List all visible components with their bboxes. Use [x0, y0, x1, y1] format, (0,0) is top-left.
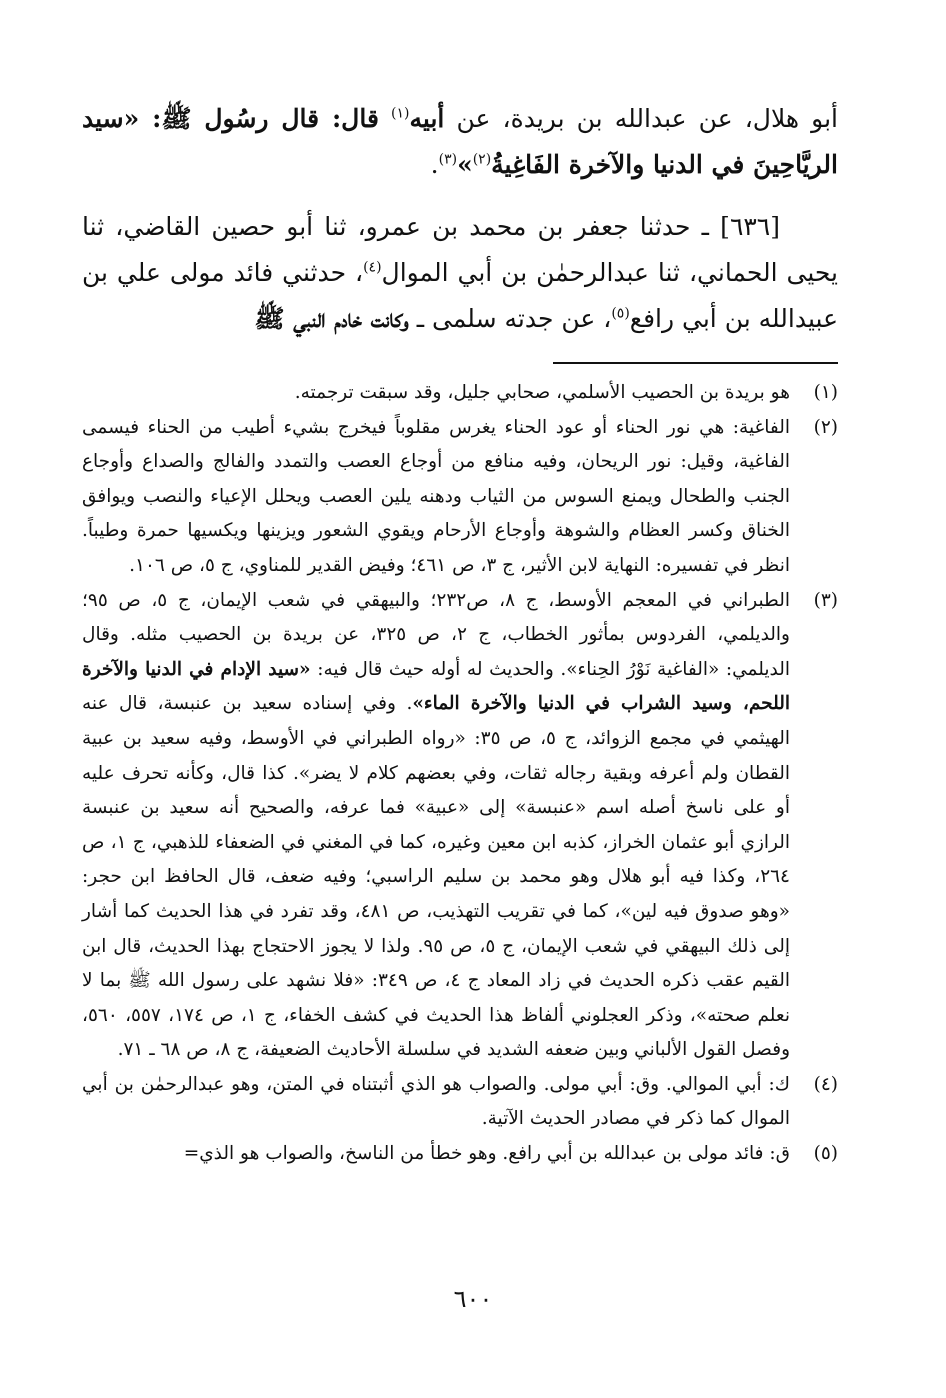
- footnote-text: هو بريدة بن الحصيب الأسلمي، صحابي جليل، وقد سبقت ترجمته.: [294, 382, 790, 403]
- footnote-text: ك: أبي الموالي. وق: أبي مولى. والصواب هو الذي أثبتناه في المتن، وهو عبدالرحمٰن بن أبي الموال كما ذكر في مصادر الحديث الآتية.: [82, 1073, 790, 1130]
- footnotes: [82, 376, 838, 1172]
- bold-segment: أبيه: [409, 104, 445, 133]
- hadith-close-quote: »: [457, 150, 473, 179]
- footnote-text-part: الطبراني في المعجم الأوسط، ج ٨، ص٢٣٢؛ والبيهقي في شعب الإيمان، ج ٥، ص ٩٥؛ والديلمي، الفردوس بمأثور الخطاب، ج ٢، ص ٣٢٥، عن بريدة بن الحصيب مثله. وقال الديلمي: «الفاغية نَوْرُ الحِناء». والحديث له أوله حيث قال فيه:: [82, 589, 791, 680]
- text-segment: ، عن جدته سلمى ـ: [408, 304, 612, 333]
- main-text: [82, 96, 838, 342]
- footnote-3: [82, 584, 838, 1068]
- footnote-1: [82, 376, 838, 411]
- text-segment: ـ حدثنا جعفر بن محمد بن عمرو، ثنا أبو حصين القاضي، ثنا يحيى الحماني، ثنا عبدالرحمٰن بن أبي الموال: [82, 212, 838, 287]
- footnote-text: [82, 584, 790, 1068]
- footnote-ref-2: (٢): [472, 151, 492, 168]
- footnote-ref-4: (٤): [363, 259, 382, 276]
- footnote-separator: [553, 362, 838, 364]
- footnote-ref-3: (٣): [438, 151, 458, 168]
- bold-segment: وكانت خادم النبي ﷺ: [254, 304, 409, 333]
- footnote-number: (٥): [813, 1143, 838, 1165]
- footnote-ref-1: (١): [391, 105, 410, 122]
- footnote-number: (١): [813, 382, 838, 403]
- hadith-number: [٦٣٦]: [720, 212, 780, 241]
- footnote-text: الفاغية: هي نور الحناء أو عود الحناء يغرس مقلوباً فيخرج بشيء أطيب من الحناء فيسمى الفاغية، وقيل: نور الريحان، وفيه منافع من أوجاع العصب والتمدد والفالج والصداع وأوجاع الجنب والطحال ويمنع السوس من الثياب ودهنه يلين العصب ويحلل الإعياء والنصب ويوافق الخناق وكسر العظام والشوهة وأوجاع الأرحام ويقوي الشعور ويزينها ويكسيها حمرة وطيباً. انظر في تفسيره: النهاية لابن الأثير، ج ٣، ص ٤٦١؛ وفيض القدير للمناوي، ج ٥، ص ١٠٦.: [82, 416, 790, 576]
- main-paragraph-2: [82, 204, 838, 342]
- text-segment: [379, 104, 391, 133]
- footnote-ref-5: (٥): [611, 305, 630, 322]
- footnote-2: [82, 411, 838, 584]
- footnote-text-part: . وفي إسناده سعيد بن عنبسة، قال عنه الهيثمي في مجمع الزوائد، ج ٥، ص ٣٥: «رواه الطبراني في الأوسط، وفيه سعيد بن عبية القطان ولم أعرفه وبقية رجاله ثقات، وفي بعضهم كلام لا يضر». كذا قال، وكأنه تحرف عليه أو على ناسخ أصله اسم «عنبسة» إلى «عبية» فما عرفه، والصحيح أنه سعيد بن عنبسة الرازي أبو عثمان الخراز، كذبه ابن معين وغيره، كما في المغني في الضعفاء للذهبي، ج ١، ص ٢٦٤، وكذا فيه أبو هلال وهو محمد بن سليم الراسبي؛ وفيه ضعف، قال الحافظ ابن حجر: «وهو صدوق فيه لين»، كما في تقريب التهذيب، ص ٤٨١، وقد تفرد في هذا الحديث كما أشار إلى ذلك البيهقي في شعب الإيمان، ج ٥، ص ٩٥. ولذا لا يجوز الاحتجاج بهذا الحديث، قال ابن القيم عقب ذكره الحديث في زاد المعاد ج ٤، ص ٣٤٩: «فلا نشهد على رسول الله ﷺ بما لا نعلم صحته»، وذكر العجلوني ألفاظ هذا الحديث في كشف الخفاء، ج ١، ص ١٧٤، ٥٥٧، ٥٦٠، وفصل القول الألباني وبين ضعفه الشديد في سلسلة الأحاديث الضعيفة، ج ٨، ص ٦٨ ـ ٧١.: [82, 693, 790, 1061]
- footnote-number: (٢): [813, 416, 838, 438]
- text-segment: ، حدثني فائد مولى علي بن عبيدالله بن أبي رافع: [82, 258, 838, 333]
- main-paragraph-1: [82, 96, 838, 188]
- footnote-5: [82, 1137, 838, 1172]
- footnote-bold-quote: «سيد الإدام في الدنيا والآخرة اللحم، وسيد الشراب في الدنيا والآخرة الماء»: [82, 658, 790, 715]
- footnote-text: ق: فائد مولى بن عبدالله بن أبي رافع. وهو خطأ من الناسخ، والصواب هو الذي=: [183, 1143, 790, 1165]
- footnote-number: (٤): [813, 1073, 838, 1095]
- text-segment: أبو هلال، عن عبدالله بن بريدة، عن: [444, 104, 838, 133]
- text-segment: .: [430, 150, 439, 179]
- footnote-number: (٣): [813, 589, 838, 611]
- page-number: ٦٠٠: [453, 1285, 493, 1313]
- footnote-4: [82, 1068, 838, 1137]
- hadith-text: قال: قال رسُول ﷺ: «سيد الريَّاحِينَ في الدنيا والآخرة الفَاغِيةُ: [82, 104, 838, 179]
